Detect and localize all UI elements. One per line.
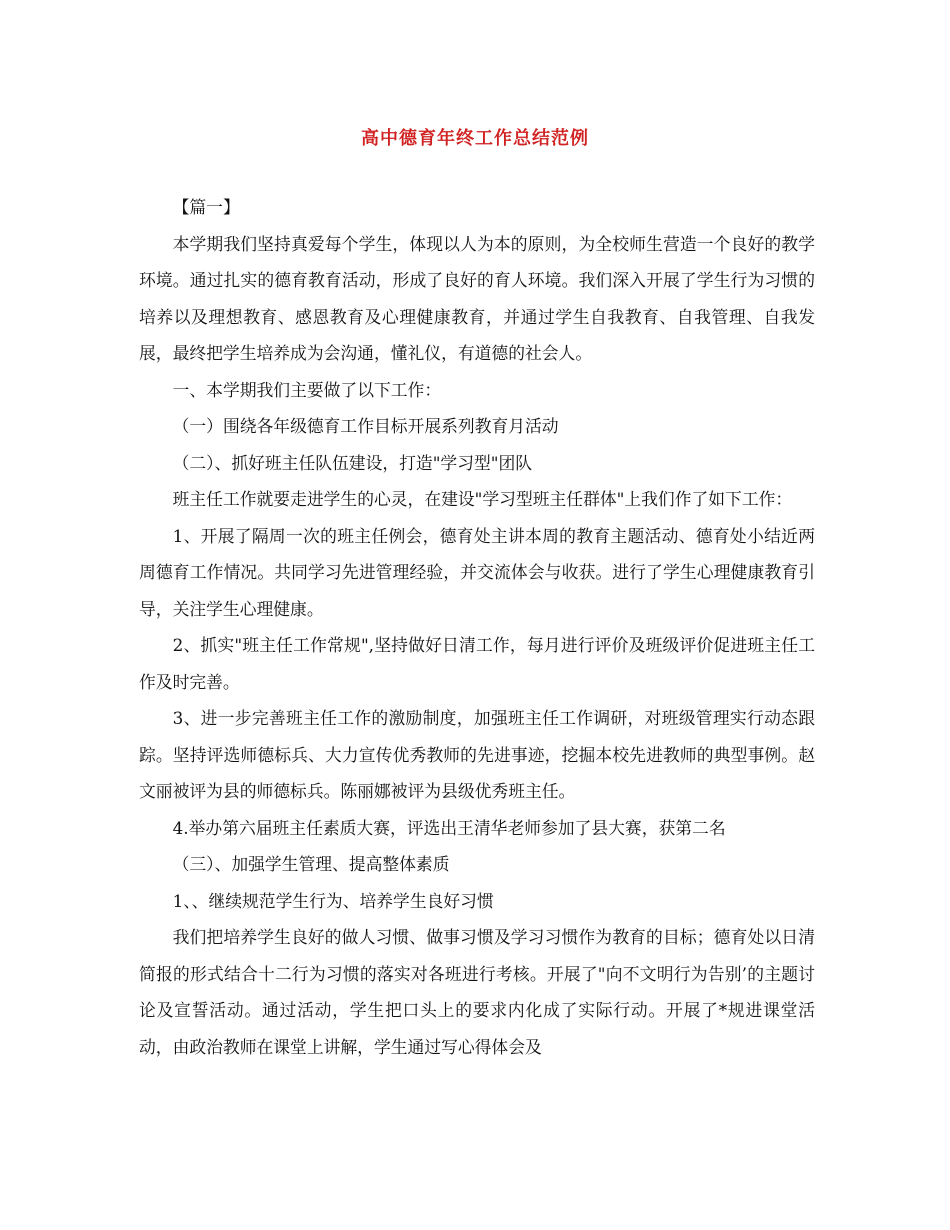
paragraph: 1、、继续规范学生行为、培养学生良好习惯 (172, 890, 494, 911)
paragraph: 一、本学期我们主要做了以下工作： (172, 379, 442, 400)
paragraph: （一）围绕各年级德育工作目标开展系列教育月活动 (172, 416, 559, 436)
paragraph: 1、开展了隔周一次的班主任例会，德育处主讲本周的教育主题活动、德育处小结近两周德育工作情况。共同学习先进管理经验，并交流体会与收获。进行了学生心理健康教育引导，关注学生心理健康。 (139, 525, 815, 619)
paragraph: 我们把培养学生良好的做人习惯、做事习惯及学习习惯作为教育的目标；德育处以日清简报的形式结合十二行为习惯的落实对各班进行考核。开展了"向不文明行为告别’的主题讨论及宣誓活动。通过活动，学生把口头上的要求内化成了实际行动。开展了*规进课堂活动，由政治教师在课堂上讲解，学生通过写心得体会及 (139, 927, 815, 1057)
paragraph: 2、抓实"班主任工作常规",坚持做好日清工作，每月进行评价及班级评价促进班主任工作及时完善。 (139, 635, 815, 692)
section-heading: 【篇一】 (172, 197, 240, 217)
paragraph: 本学期我们坚持真爱每个学生，体现以人为本的原则，为全校师生营造一个良好的教学环境。通过扎实的德育教育活动，形成了良好的育人环境。我们深入开展了学生行为习惯的培养以及理想教育、感恩教育及心理健康教育，并通过学生自我教育、自我管理、自我发展，最终把学生培养成为会沟通，懂礼仪，有道德的社会人。 (139, 233, 815, 363)
document-title: 高中德育年终工作总结范例 (361, 128, 589, 149)
document-body (139, 189, 815, 1065)
paragraph: （二）、抓好班主任队伍建设，打造"学习型"团队 (172, 452, 533, 473)
paragraph: 班主任工作就要走进学生的心灵，在建设"学习型班主任群体"上我们作了如下工作： (172, 489, 793, 509)
paragraph: 3、进一步完善班主任工作的激励制度，加强班主任工作调研，对班级管理实行动态跟踪。坚持评选师德标兵、大力宣传优秀教师的先进事迹，挖掘本校先进教师的典型事例。赵文丽被评为县的师德标兵。陈丽娜被评为县级优秀班主任。 (139, 708, 815, 801)
paragraph: 4.举办第六届班主任素质大赛，评选出王清华老师参加了县大赛，获第二名 (172, 817, 726, 838)
paragraph: （三）、加强学生管理、提高整体素质 (172, 854, 450, 874)
